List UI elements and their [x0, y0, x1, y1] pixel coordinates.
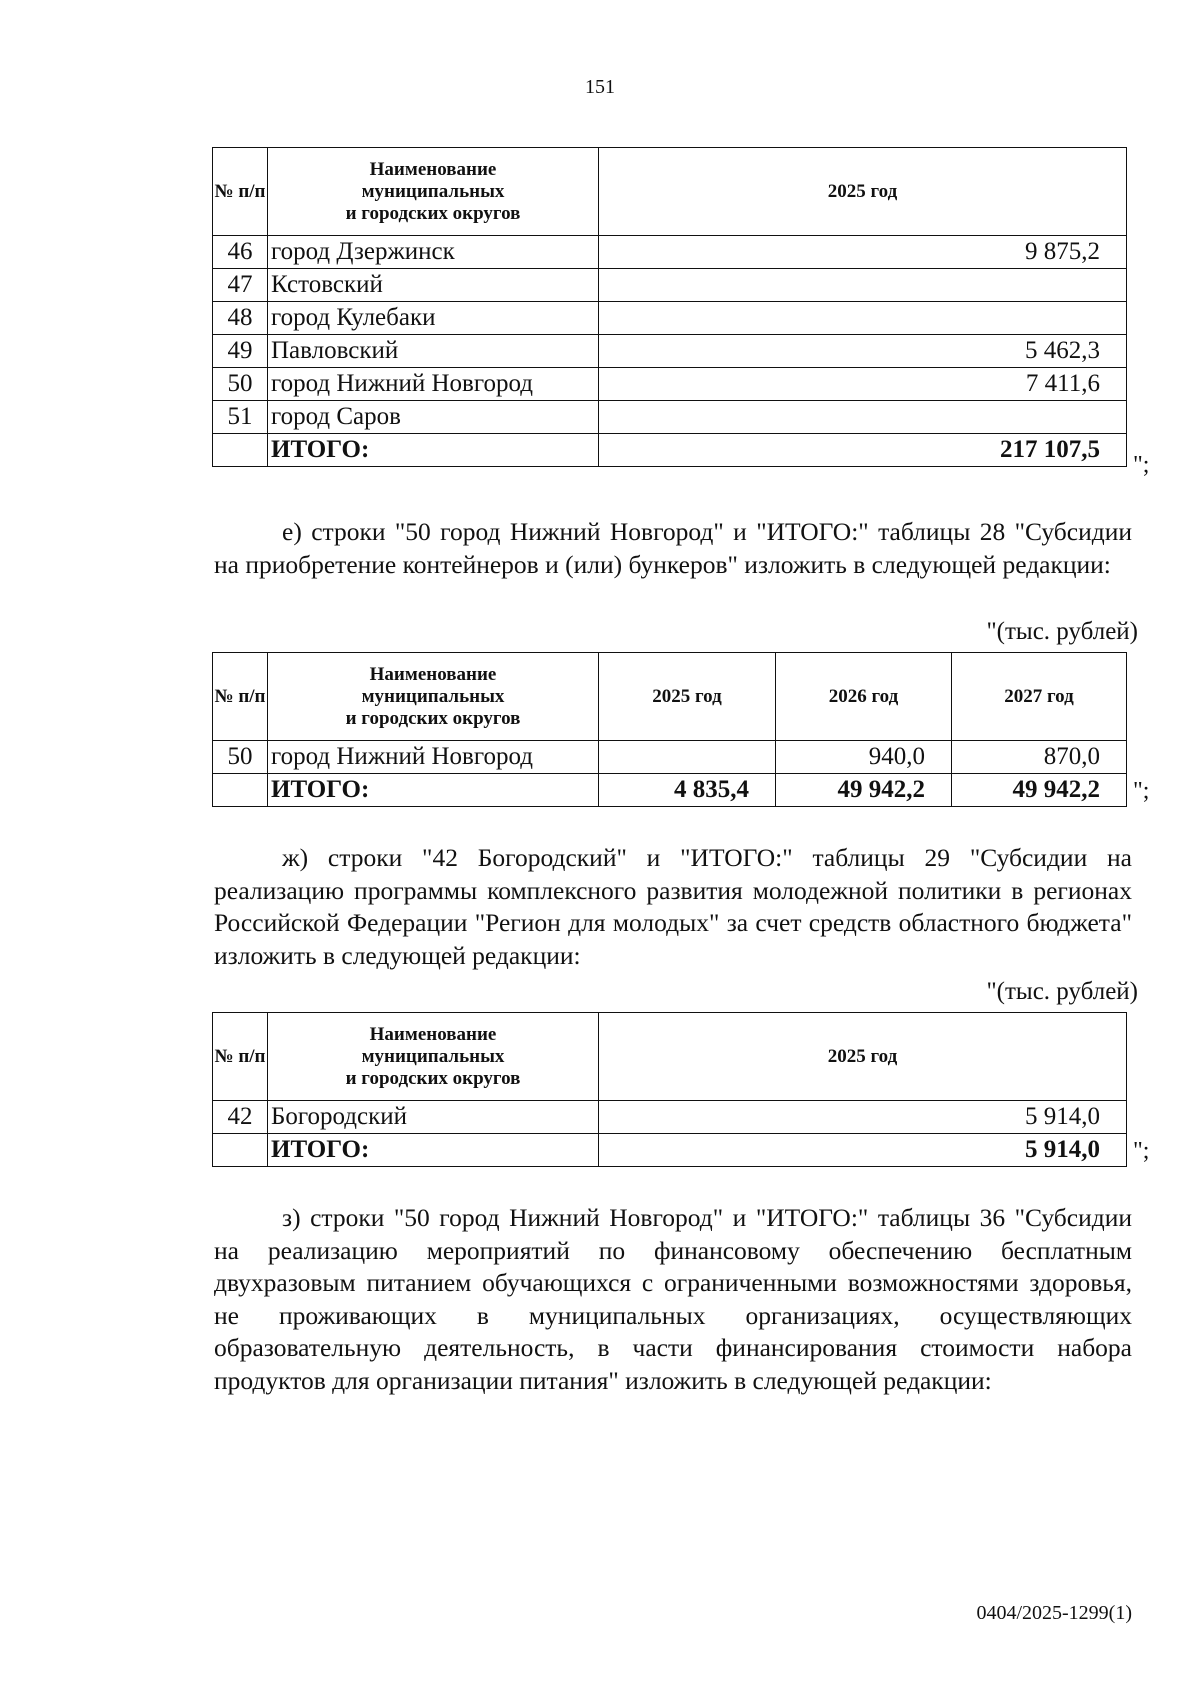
- header-name: [268, 148, 599, 236]
- header-num: № п/п: [213, 148, 268, 236]
- row-value-2026: 940,0: [776, 741, 952, 774]
- row-num: 42: [213, 1101, 268, 1134]
- row-num: 48: [213, 302, 268, 335]
- row-name: город Дзержинск: [268, 236, 599, 269]
- header-name-line-1: Наименование: [369, 663, 497, 685]
- table-2: [212, 652, 1127, 807]
- table-row: [213, 1101, 1127, 1134]
- closing-quote-2: ";: [1133, 778, 1150, 804]
- header-name-line-2: муниципальных: [361, 685, 505, 707]
- header-num: № п/п: [213, 653, 268, 741]
- total-value: 5 914,0: [599, 1134, 1127, 1167]
- header-year-2027: 2027 год: [952, 653, 1127, 741]
- table-row: [213, 368, 1127, 401]
- row-value: 5 914,0: [599, 1101, 1127, 1134]
- header-name: [268, 1013, 599, 1101]
- header-year-2026: 2026 год: [776, 653, 952, 741]
- table-row: [213, 269, 1127, 302]
- total-value: 217 107,5: [599, 434, 1127, 467]
- row-name: город Кулебаки: [268, 302, 599, 335]
- page-number: 151: [585, 76, 615, 98]
- total-label: ИТОГО:: [268, 1134, 599, 1167]
- units-label-2: "(тыс. рублей): [986, 978, 1138, 1005]
- total-row: [213, 1134, 1127, 1167]
- table-3: [212, 1012, 1127, 1167]
- table-row: [213, 236, 1127, 269]
- header-year: 2025 год: [599, 1013, 1127, 1101]
- table-row: [213, 401, 1127, 434]
- table-row: [213, 302, 1127, 335]
- header-name-line-1: Наименование: [369, 1023, 497, 1045]
- table-row: [213, 741, 1127, 774]
- header-name-line-1: Наименование: [369, 158, 497, 180]
- row-value: [599, 269, 1127, 302]
- row-name: Богородский: [268, 1101, 599, 1134]
- row-num: 47: [213, 269, 268, 302]
- total-value-2026: 49 942,2: [776, 774, 952, 807]
- total-value-2025: 4 835,4: [599, 774, 776, 807]
- total-row: [213, 434, 1127, 467]
- closing-quote-1: ";: [1133, 452, 1150, 478]
- paragraph-z: з) строки "50 город Нижний Новгород" и "ИТОГО:" таблицы 36 "Субсидии на реализацию мероприятий по финансовому обеспечению бесплатным двухразовым питанием обучающихся с ограниченными возможностями здоровья, не проживающих в муниципальных организациях, осуществляющих образовательную деятельность, в части финансирования стоимости набора продуктов для организации питания" изложить в следующей редакции:: [214, 1203, 1132, 1395]
- row-value: [599, 401, 1127, 434]
- header-name-line-3: и городских округов: [345, 707, 521, 729]
- row-value-2027: 870,0: [952, 741, 1127, 774]
- row-value: 7 411,6: [599, 368, 1127, 401]
- total-label: ИТОГО:: [268, 774, 599, 807]
- header-year-2025: 2025 год: [599, 653, 776, 741]
- header-name-line-3: и городских округов: [345, 1067, 521, 1089]
- document-code: 0404/2025-1299(1): [976, 1602, 1132, 1624]
- closing-quote-3: ";: [1133, 1138, 1150, 1164]
- units-label-1: "(тыс. рублей): [986, 618, 1138, 645]
- row-name: город Саров: [268, 401, 599, 434]
- total-num: [213, 774, 268, 807]
- row-name: Кстовский: [268, 269, 599, 302]
- table-1: [212, 147, 1127, 467]
- row-num: 46: [213, 236, 268, 269]
- paragraph-zh: ж) строки "42 Богородский" и "ИТОГО:" таблицы 29 "Субсидии на реализацию программы комплексного развития молодежной политики в регионах Российской Федерации "Регион для молодых" за счет средств областного бюджета" изложить в следующей редакции:: [214, 843, 1132, 970]
- row-value: 9 875,2: [599, 236, 1127, 269]
- total-value-2027: 49 942,2: [952, 774, 1127, 807]
- header-name: [268, 653, 599, 741]
- header-name-line-2: муниципальных: [361, 180, 505, 202]
- row-name: город Нижний Новгород: [268, 741, 599, 774]
- row-value-2025: [599, 741, 776, 774]
- header-name-line-2: муниципальных: [361, 1045, 505, 1067]
- total-label: ИТОГО:: [268, 434, 599, 467]
- total-num: [213, 434, 268, 467]
- header-name-line-3: и городских округов: [345, 202, 521, 224]
- header-year: 2025 год: [599, 148, 1127, 236]
- row-num: 50: [213, 741, 268, 774]
- table-row: [213, 335, 1127, 368]
- row-name: Павловский: [268, 335, 599, 368]
- row-num: 50: [213, 368, 268, 401]
- row-value: 5 462,3: [599, 335, 1127, 368]
- row-num: 49: [213, 335, 268, 368]
- paragraph-e: е) строки "50 город Нижний Новгород" и "ИТОГО:" таблицы 28 "Субсидии на приобретение контейнеров и (или) бункеров" изложить в следующей редакции:: [214, 517, 1132, 579]
- row-value: [599, 302, 1127, 335]
- header-num: № п/п: [213, 1013, 268, 1101]
- row-num: 51: [213, 401, 268, 434]
- total-num: [213, 1134, 268, 1167]
- row-name: город Нижний Новгород: [268, 368, 599, 401]
- total-row: [213, 774, 1127, 807]
